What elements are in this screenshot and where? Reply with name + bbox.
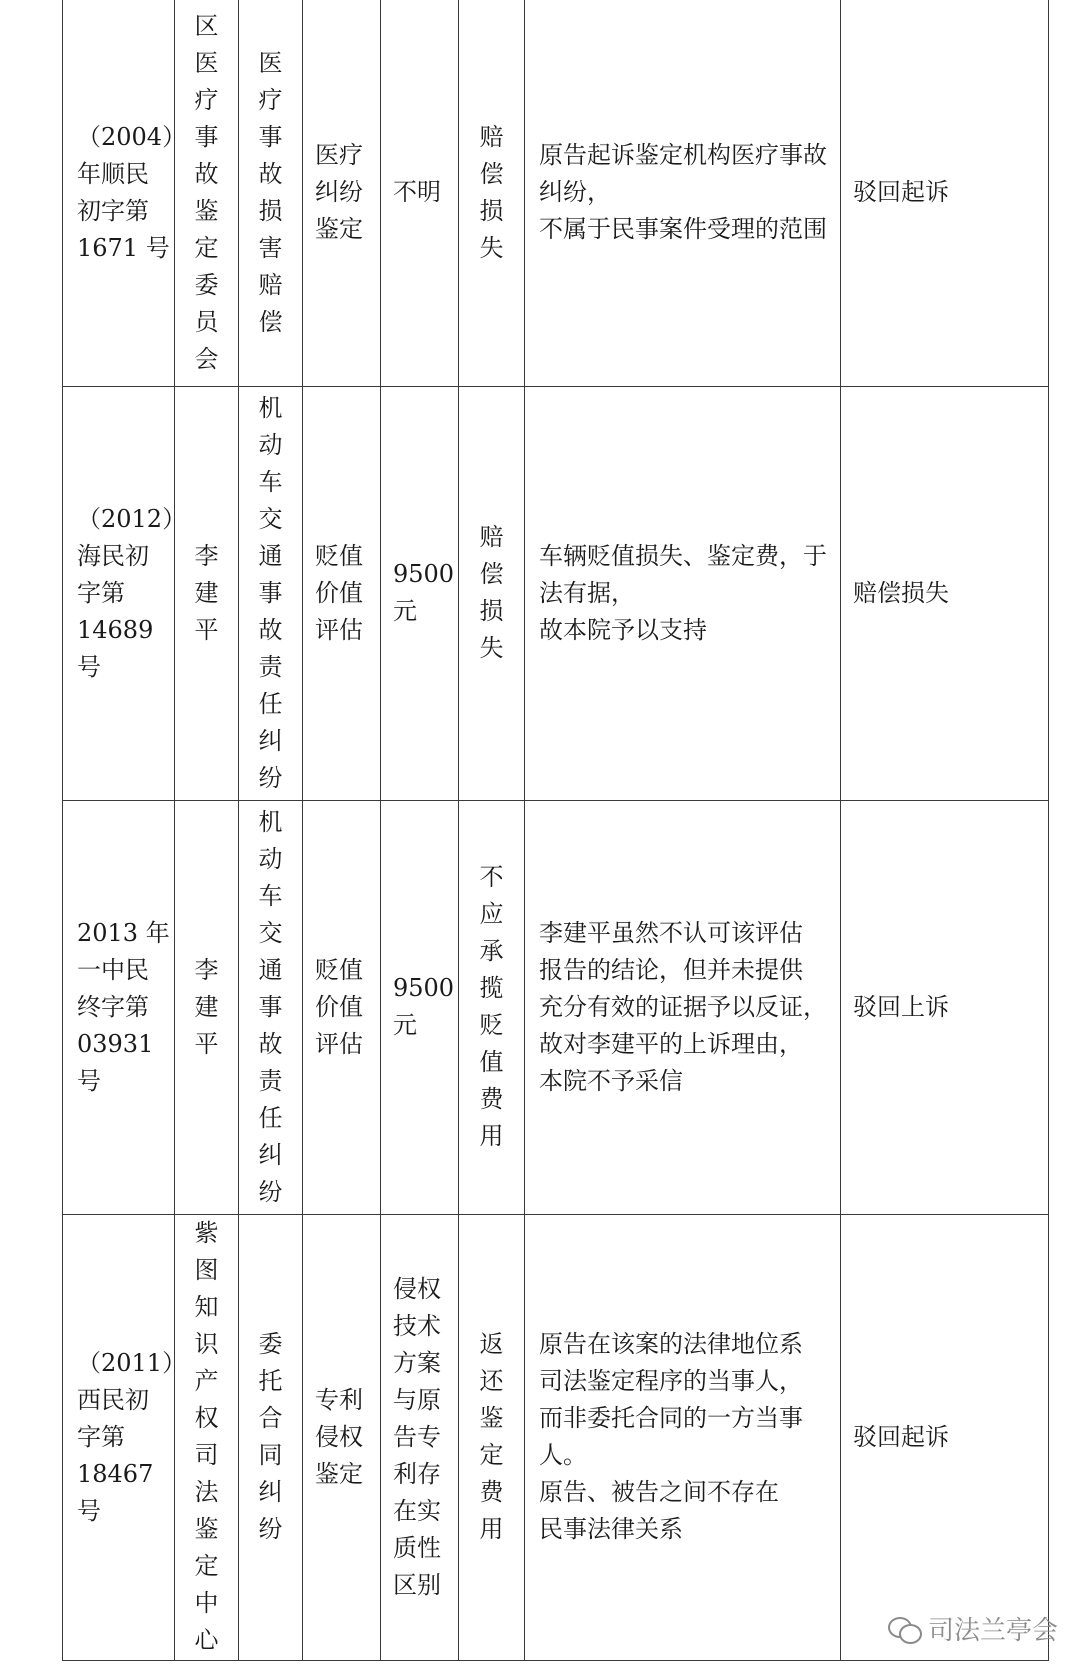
table-row: [63, 386, 1049, 800]
cause-cell: 医疗事故损害赔偿: [239, 0, 303, 386]
reasoning-cell: 原告在该案的法律地位系 司法鉴定程序的当事人， 而非委托合同的一方当事 人。 原告、被告之间不存在 民事法律关系: [525, 1214, 841, 1660]
cause-cell: 机动车交通事故责任纠纷: [239, 386, 303, 800]
claim-cell: 赔偿损失: [459, 386, 525, 800]
result-cell: 驳回起诉: [841, 1214, 1049, 1660]
appraisal-type-cell: 医疗 纠纷 鉴定: [303, 0, 381, 386]
case-table: [62, 0, 1049, 1661]
party-cell: 紫图知识产权司法鉴定中心: [175, 1214, 239, 1660]
reasoning-cell: 原告起诉鉴定机构医疗事故 纠纷， 不属于民事案件受理的范围: [525, 0, 841, 386]
case-number-cell: （2011） 西民初 字第 18467 号: [63, 1214, 175, 1660]
reasoning-cell: 车辆贬值损失、鉴定费，于 法有据， 故本院予以支持: [525, 386, 841, 800]
watermark-text: 司法兰亭会: [927, 1616, 1058, 1646]
claim-cell: 赔偿损失: [459, 0, 525, 386]
appraisal-type-cell: 专利 侵权 鉴定: [303, 1214, 381, 1660]
case-number-cell: 2013 年 一中民 终字第 03931 号: [63, 800, 175, 1214]
amount-cell: 侵权 技术 方案 与原 告专 利存 在实 质性 区别: [381, 1214, 459, 1660]
result-cell: 驳回上诉: [841, 800, 1049, 1214]
claim-cell: 不应承揽贬值费用: [459, 800, 525, 1214]
table-row: [63, 1214, 1049, 1660]
case-number-cell: （2012） 海民初 字第 14689 号: [63, 386, 175, 800]
table-row: [63, 0, 1049, 386]
cause-cell: 委托合同纠纷: [239, 1214, 303, 1660]
chat-bubbles-icon: [888, 1615, 922, 1643]
party-cell: 李建平: [175, 800, 239, 1214]
party-cell: 李建平: [175, 386, 239, 800]
watermark: [888, 1610, 1058, 1647]
amount-cell: 9500 元: [381, 800, 459, 1214]
cause-cell: 机动车交通事故责任纠纷: [239, 800, 303, 1214]
claim-cell: 返还鉴定费用: [459, 1214, 525, 1660]
result-cell: 赔偿损失: [841, 386, 1049, 800]
amount-cell: 不明: [381, 0, 459, 386]
case-number-cell: （2004） 年顺民 初字第 1671 号: [63, 0, 175, 386]
party-cell: 区医疗事故鉴定委员会: [175, 0, 239, 386]
table-row: [63, 800, 1049, 1214]
appraisal-type-cell: 贬值 价值 评估: [303, 386, 381, 800]
reasoning-cell: 李建平虽然不认可该评估 报告的结论，但并未提供 充分有效的证据予以反证， 故对李建平的上诉理由， 本院不予采信: [525, 800, 841, 1214]
amount-cell: 9500 元: [381, 386, 459, 800]
appraisal-type-cell: 贬值 价值 评估: [303, 800, 381, 1214]
result-cell: 驳回起诉: [841, 0, 1049, 386]
